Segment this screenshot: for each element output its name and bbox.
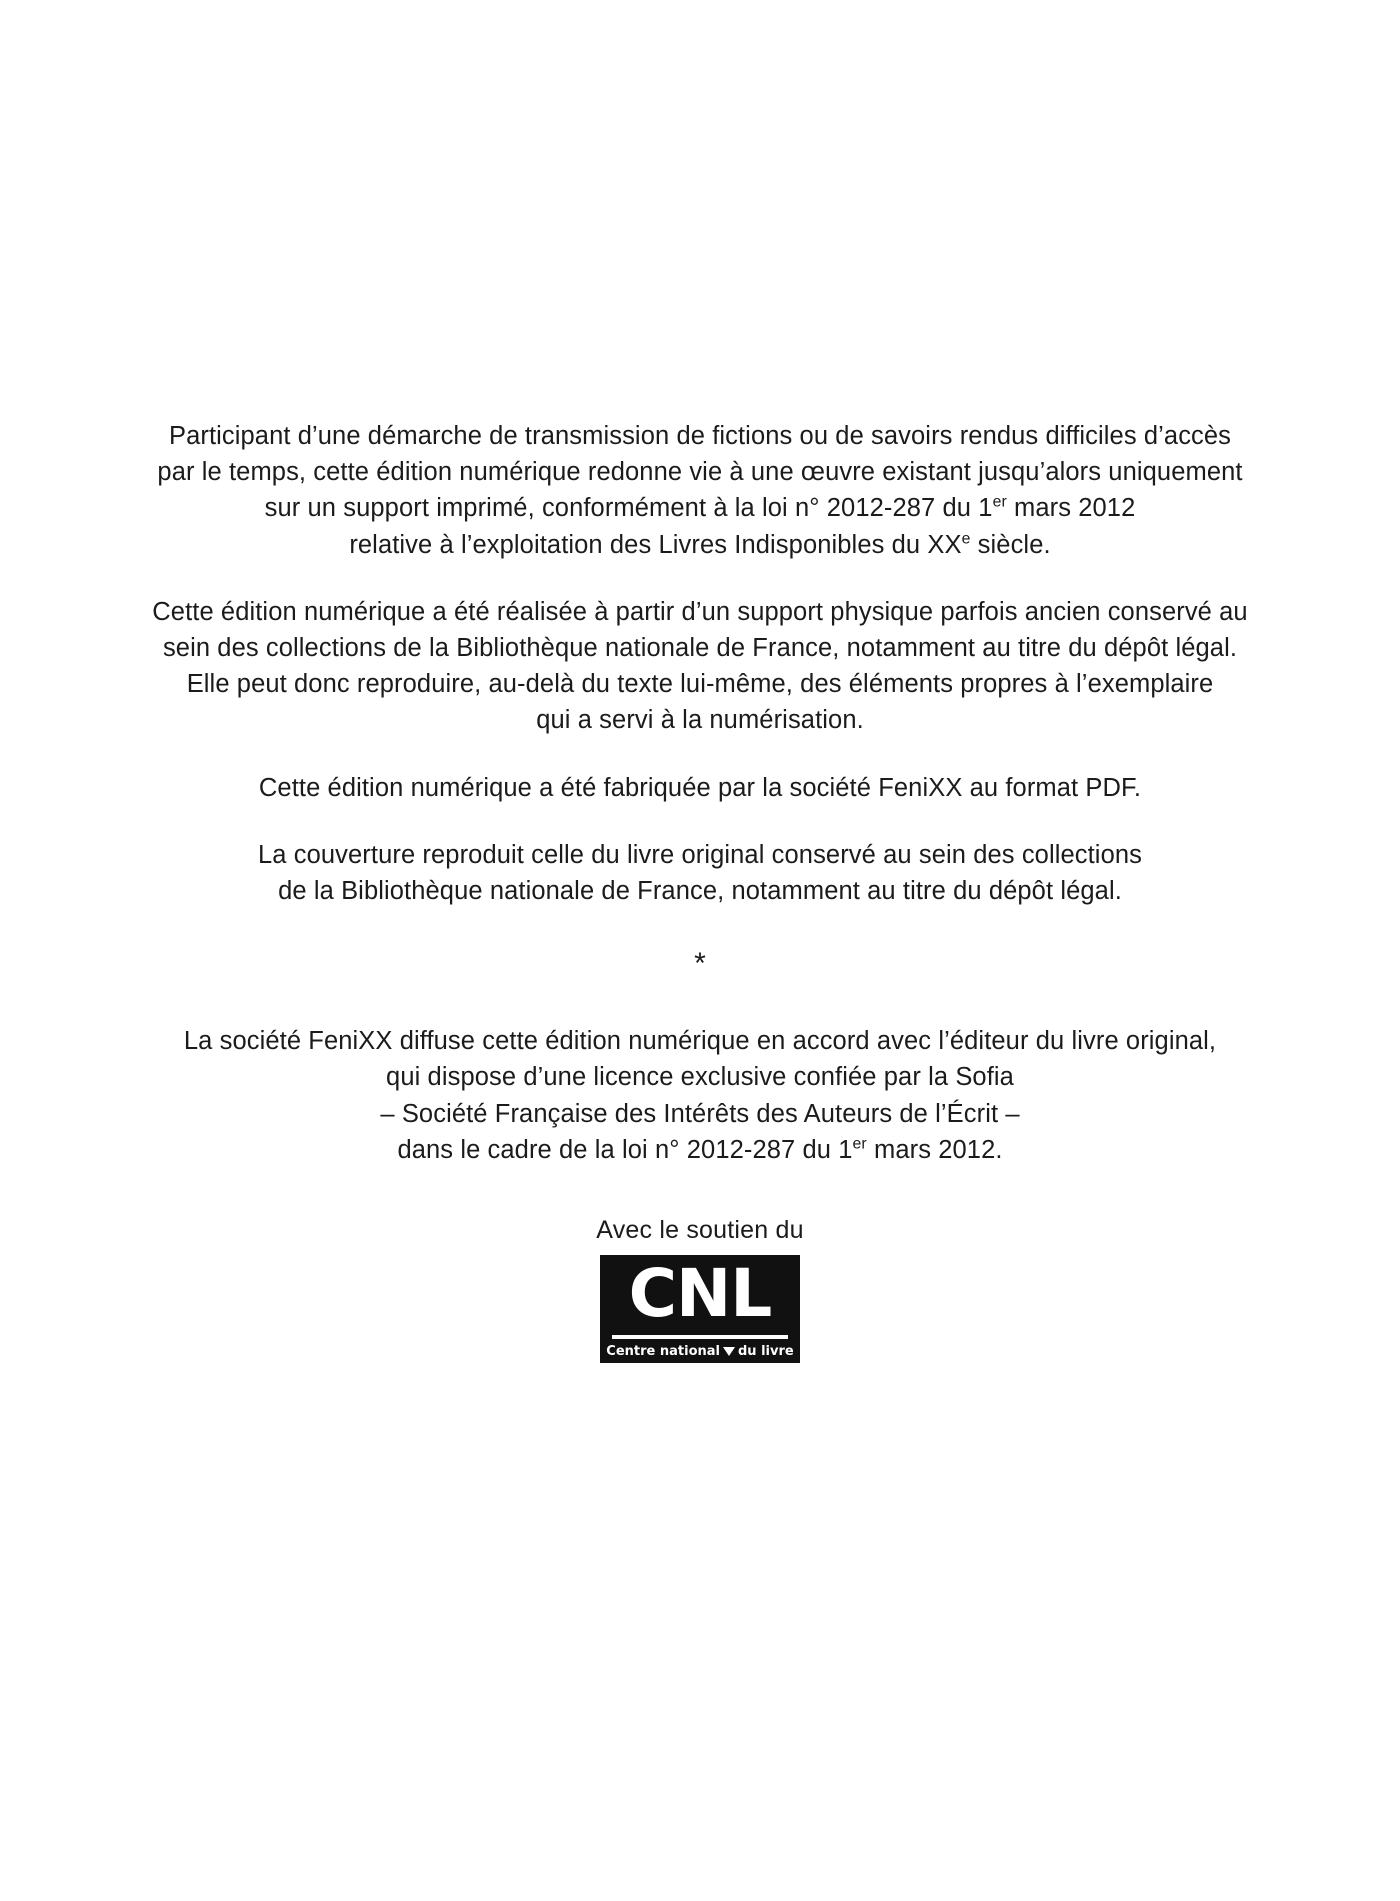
paragraph-transmission — [120, 418, 1280, 563]
paragraph-line: qui dispose d’une licence exclusive confiée par la Sofia — [386, 1063, 1014, 1092]
paragraph-line: La société FeniXX diffuse cette édition numérique en accord avec l’éditeur du livre original, — [183, 1027, 1217, 1056]
paragraph-couverture — [120, 837, 1280, 909]
paragraph-line — [397, 1136, 1002, 1164]
support-label: Avec le soutien du — [596, 1216, 804, 1245]
line-fragment: mars 2012. — [866, 1135, 1003, 1164]
paragraph-line: Cette édition numérique a été fabriquée par la société FeniXX au format PDF. — [258, 773, 1142, 802]
ordinal-suffix: e — [961, 530, 971, 548]
cnl-logo — [600, 1255, 800, 1363]
section-separator: * — [694, 947, 706, 981]
paragraph-line: Participant d’une démarche de transmission de fictions ou de savoirs rendus difficiles d’accès — [168, 422, 1232, 450]
paragraph-line: qui a servi à la numérisation. — [536, 706, 864, 735]
ordinal-suffix: er — [852, 1135, 867, 1153]
line-fragment: dans le cadre de la loi n° 2012-287 du 1 — [397, 1135, 853, 1164]
paragraph-fabrication — [120, 770, 1280, 806]
paragraph-diffusion — [120, 1023, 1280, 1168]
cnl-acronym: CNL — [628, 1255, 772, 1333]
paragraph-source-physique — [120, 594, 1280, 739]
cnl-tagline — [600, 1344, 800, 1360]
triangle-icon — [723, 1347, 735, 1356]
cnl-tagline-left: Centre national — [606, 1344, 720, 1360]
paragraph-line: sein des collections de la Bibliothèque nationale de France, notamment au titre du dépôt légal. — [162, 634, 1238, 663]
paragraph-line: de la Bibliothèque nationale de France, notamment au titre du dépôt légal. — [278, 877, 1122, 906]
ordinal-suffix: er — [992, 493, 1007, 511]
paragraph-line — [349, 531, 1050, 559]
support-section — [120, 1216, 1280, 1368]
paragraph-line — [265, 494, 1136, 522]
paragraph-line: Elle peut donc reproduire, au-delà du texte lui-même, des éléments propres à l’exemplaire — [186, 670, 1214, 699]
cnl-logo-mark — [600, 1255, 800, 1363]
line-fragment: mars 2012 — [1006, 494, 1136, 523]
paragraph-line: par le temps, cette édition numérique redonne vie à une œuvre existant jusqu’alors uniquement — [157, 458, 1243, 487]
line-fragment: siècle. — [970, 530, 1051, 559]
cnl-logo-divider — [612, 1335, 788, 1339]
paragraph-line: – Société Française des Intérêts des Auteurs de l’Écrit – — [380, 1099, 1020, 1128]
paragraph-line: La couverture reproduit celle du livre original conservé au sein des collections — [258, 840, 1142, 869]
legal-notice-block — [120, 418, 1280, 1368]
paragraph-line: Cette édition numérique a été réalisée à partir d’un support physique parfois ancien conservé au — [152, 597, 1248, 626]
line-fragment: sur un support imprimé, conformément à la loi n° 2012-287 du 1 — [264, 494, 993, 523]
cnl-tagline-right: du livre — [738, 1344, 794, 1360]
line-fragment: relative à l’exploitation des Livres Indisponibles du XX — [349, 530, 962, 559]
